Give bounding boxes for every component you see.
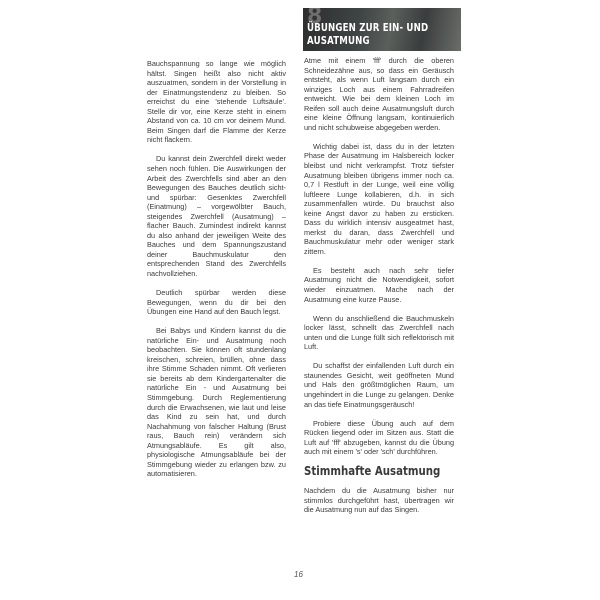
- chapter-title-line-2: AUSATMUNG: [307, 35, 370, 47]
- paragraph: Du kannst dein Zwerchfell direkt weder sehen noch fühlen. Die Auswirkungen der Arbeit des Zwerchfells sind aber an den Bewegungen des Bauches deutlich sicht- und spürbar: Gesenktes Zwerchfell (Einatmung) – vorgewölbter Bauch, steigendes Zwerchfell (Ausatmung) – flacher Bauch. Zumindest indirekt kannst du also anhand der jeweiligen Weite des Bauches und dem Spannungszustand deiner Bauchmuskulatur den entsprechenden Stand des Zwerchfells nachvollziehen.: [147, 154, 286, 278]
- right-column: [304, 56, 454, 524]
- paragraph: Bauchspannung so lange wie möglich hältst. Singen heißt also nicht aktiv auszuatmen, sondern in der Vorstellung in der Einatmungstendenz zu bleiben. So erreichst du eine 'stehende Luftsäule'. Stelle dir vor, eine Kerze steht in einem Abstand von ca. 10 cm vor deinem Mund. Beim Singen darf die Flamme der Kerze nicht flackern.: [147, 59, 286, 145]
- paragraph: Deutlich spürbar werden diese Bewegungen, wenn du dir bei den Übungen eine Hand auf den Bauch legst.: [147, 288, 286, 317]
- paragraph: Wichtig dabei ist, dass du in der letzten Phase der Ausatmung im Halsbereich locker bleibst und nicht verkrampfst. Trotz tiefster Ausatmung bleiben übrigens immer noch ca. 0,7 l Restluft in der Lunge, weil eine völlig luftleere Lunge kollabieren, d.h. in sich zusammenfallen würde. Du brauchst also keine Angst davor zu haben zu ersticken. Dass du wirklich intensiv ausgeatmet hast, merkst du daran, dass Zwerchfell und Bauchmuskulatur mehr oder weniger stark zittern.: [304, 141, 454, 256]
- paragraph: Nachdem du die Ausatmung bisher nur stimmlos durchgeführt hast, übertragen wir die Ausatmung nun auf das Singen.: [304, 486, 454, 515]
- left-column: [147, 59, 286, 488]
- paragraph: Probiere diese Übung auch auf dem Rücken liegend oder im Sitzen aus. Statt die Luft auf 'fff' abzugeben, kannst du die Übung auch mit einem 's' oder 'sch' durchführen.: [304, 418, 454, 457]
- paragraph: Wenn du anschließend die Bauchmuskeln locker lässt, schnellt das Zwerchfell nach unten und die Lunge füllt sich reflektorisch mit Luft.: [304, 313, 454, 352]
- paragraph: Atme mit einem 'fff' durch die oberen Schneidezähne aus, so dass ein Geräusch entsteht, als wenn Luft langsam durch ein winziges Loch aus einem Fahrradreifen entweicht. Wie bei dem kleinen Loch im Reifen soll auch deine Ausatmungsluft durch eine kleine Öffnung langsam, kontinuierlich und nicht schubweise abgegeben werden.: [304, 56, 454, 132]
- chapter-title: [307, 22, 461, 48]
- page-number: 16: [294, 570, 303, 579]
- chapter-header: [303, 8, 461, 51]
- paragraph: Bei Babys und Kindern kannst du die natürliche Ein- und Ausatmung noch beobachten. Sie können oft stundenlang kreischen, schreien, brüllen, ohne dass ihre Stimme Schaden nimmt. Oft verlieren sie bereits ab dem Kindergartenalter die natürliche Ein - und Ausatmung bei Stimmgebung. Durch Reglementierung durch die Erwachsenen, wie laut und leise das Kind zu sein hat, und durch Nachahmung von falscher Haltung (Brust raus, Bauch rein) verändern sich Atmungsabläufe. Es gilt also, physiologische Atmungsabläufe bei der Stimmgebung wieder zu erlangen bzw. zu automatisieren.: [147, 326, 286, 479]
- section-heading: Stimmhafte Ausatmung: [304, 463, 441, 478]
- chapter-number: 8: [307, 8, 323, 29]
- paragraph: Es besteht auch nach sehr tiefer Ausatmung nicht die Notwendigkeit, sofort wieder einzuatmen. Mache nach der Ausatmung eine kurze Pause.: [304, 265, 454, 304]
- paragraph: Du schaffst der einfallenden Luft durch ein staunendes Gesicht, weit geöffneten Mund und Hals den größtmöglichen Raum, um ungehindert in die Lunge zu gelangen. Denke an das tiefe Einatmungsgeräusch!: [304, 361, 454, 409]
- chapter-title-line-1: ÜBUNGEN ZUR EIN- UND: [307, 22, 429, 34]
